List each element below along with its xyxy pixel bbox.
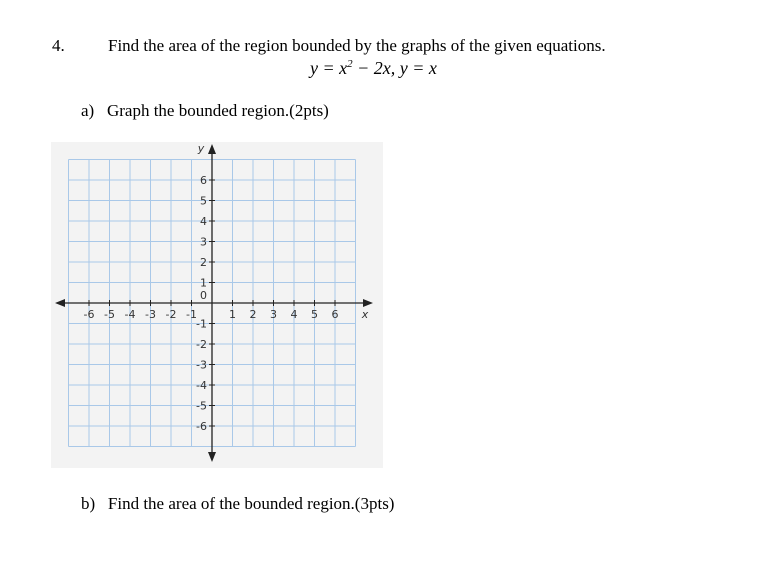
y-tick-label: 4: [200, 215, 207, 228]
y-tick-label: -6: [196, 420, 207, 433]
x-tick-label: 2: [249, 308, 257, 321]
x-tick-label: -3: [145, 308, 156, 321]
x-tick-label: -1: [186, 308, 197, 321]
equation-lhs: y = x: [310, 58, 348, 78]
x-tick-label: -5: [104, 308, 115, 321]
grid-svg: [51, 142, 383, 468]
y-tick-label: 2: [200, 256, 207, 269]
x-tick-label: -4: [124, 308, 136, 321]
y-tick-label: -4: [196, 379, 207, 392]
x-axis-arrow-left: [55, 299, 65, 307]
equation-exponent: 2: [347, 58, 353, 70]
y-tick-label: -3: [196, 358, 207, 372]
y-tick-label: -1: [196, 317, 207, 331]
equation: [310, 58, 437, 79]
coordinate-grid[interactable]: [51, 142, 383, 468]
tick-labels: [84, 142, 369, 433]
y-tick-label: 5: [200, 194, 207, 208]
axes: [55, 144, 373, 462]
x-tick-label: -6: [83, 308, 95, 321]
part-b-label: b) Find the area of the bounded region.(3pts): [81, 494, 395, 513]
y-tick-label: -2: [196, 338, 207, 351]
x-tick-label: 6: [331, 308, 339, 321]
x-tick-label: -2: [165, 308, 177, 321]
y-axis-arrow-up: [208, 144, 216, 154]
y-tick-label: 6: [200, 174, 207, 187]
x-tick-label: 1: [229, 308, 236, 321]
part-a-label: a) Graph the bounded region.(2pts): [81, 101, 329, 120]
x-tick-label: 3: [270, 308, 277, 321]
origin-label: 0: [200, 289, 207, 302]
y-tick-label: 1: [200, 276, 207, 290]
y-tick-label: 3: [200, 235, 207, 249]
x-tick-label: 5: [311, 308, 318, 321]
x-axis-label: x: [361, 308, 369, 321]
equation-second: y = x: [399, 58, 437, 78]
question-prompt: Find the area of the region bounded by the graphs of the given equations.: [108, 36, 606, 55]
y-tick-label: -5: [196, 399, 207, 413]
x-axis-arrow-right: [363, 299, 373, 307]
x-tick-label: 4: [290, 308, 298, 321]
y-axis-label: y: [197, 142, 205, 155]
y-axis-arrow-down: [208, 452, 216, 462]
equation-rest: − 2x,: [352, 58, 400, 78]
question-number: 4.: [52, 36, 65, 55]
